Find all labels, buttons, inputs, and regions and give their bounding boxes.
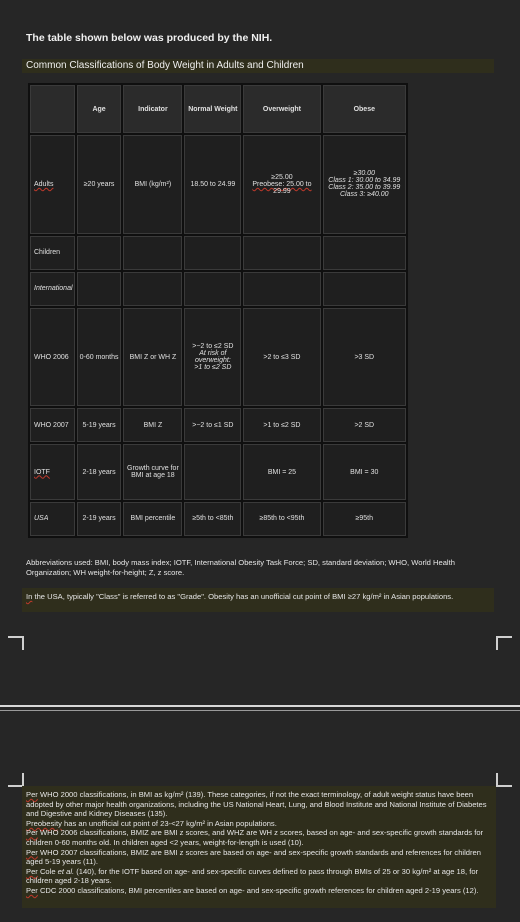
page-break-divider-shadow <box>0 710 520 711</box>
footnote-who2006: Per WHO 2006 classifications, BMIZ are BMI z scores, and WHZ are WH z scores, based on age- and sex-specific growth standards for children 0-60 months old. In children aged <2 years, weight-for-length is used (10). <box>26 828 484 847</box>
classification-table <box>28 83 408 538</box>
cell-empty <box>123 236 182 270</box>
cell-overweight: >1 to ≤2 SD <box>243 408 320 442</box>
cell-normal: 18.50 to 24.99 <box>184 135 241 234</box>
crop-corner-top-right-icon <box>496 636 512 650</box>
cell-overweight: BMI = 25 <box>243 444 320 500</box>
row-label-iotf: IOTF <box>30 444 75 500</box>
table-row-iotf <box>30 444 406 500</box>
header-overweight: Overweight <box>243 85 320 133</box>
cell-normal: >−2 to ≤2 SD At risk of overweight: >1 to ≤2 SD <box>184 308 241 407</box>
cell-indicator: BMI Z or WH Z <box>123 308 182 407</box>
usa-note: In the USA, typically "Class" is referred to as "Grade". Obesity has an unofficial cut point of BMI ≥27 kg/m² in Asian populations. <box>22 588 494 612</box>
row-label-international: International <box>30 272 75 306</box>
cell-empty <box>77 236 122 270</box>
crop-corner-bottom-left-icon <box>8 773 24 787</box>
cell-empty <box>243 236 320 270</box>
crop-corner-bottom-right-icon <box>496 773 512 787</box>
row-label-who2007: WHO 2007 <box>30 408 75 442</box>
table-row-usa <box>30 502 406 536</box>
row-label-who2006: WHO 2006 <box>30 308 75 407</box>
cell-overweight: ≥25.00 Preobese: 25.00 to 29.99 <box>243 135 320 234</box>
header-indicator: Indicator <box>123 85 182 133</box>
cell-empty <box>123 272 182 306</box>
cell-normal <box>184 444 241 500</box>
cell-normal: ≥5th to <85th <box>184 502 241 536</box>
cell-obese: >2 SD <box>323 408 406 442</box>
cell-empty <box>323 272 406 306</box>
cell-indicator: BMI percentile <box>123 502 182 536</box>
cell-age: 5-19 years <box>77 408 122 442</box>
page-break-divider <box>0 705 520 707</box>
cell-obese: ≥30.00 Class 1: 30.00 to 34.99 Class 2: 35.00 to 39.99 Class 3: ≥40.00 <box>323 135 406 234</box>
cell-age: ≥20 years <box>77 135 122 234</box>
header-age: Age <box>77 85 122 133</box>
cell-obese: BMI = 30 <box>323 444 406 500</box>
cell-age: 2-19 years <box>77 502 122 536</box>
table-title: Common Classifications of Body Weight in Adults and Children <box>22 59 494 73</box>
cell-empty <box>77 272 122 306</box>
cell-indicator: Growth curve for BMI at age 18 <box>123 444 182 500</box>
abbreviations-note: Abbreviations used: BMI, body mass index; IOTF, International Obesity Task Force; SD, standard deviation; WHO, World Health Organization; WH weight-for-height; Z, z score. <box>26 558 455 577</box>
table-row-adults <box>30 135 406 234</box>
cell-overweight: ≥85th to <95th <box>243 502 320 536</box>
cell-normal: >−2 to ≤1 SD <box>184 408 241 442</box>
table-row-children <box>30 236 406 270</box>
cell-empty <box>184 236 241 270</box>
footnotes <box>22 786 496 908</box>
crop-corner-top-left-icon <box>8 636 24 650</box>
row-label-children: Children <box>30 236 75 270</box>
header-cell-blank <box>30 85 75 133</box>
row-label-adults: Adults <box>30 135 75 234</box>
classification-table-container <box>28 83 408 538</box>
cell-age: 2-18 years <box>77 444 122 500</box>
cell-obese: ≥95th <box>323 502 406 536</box>
cell-empty <box>323 236 406 270</box>
header-normal-weight: Normal Weight <box>184 85 241 133</box>
footnote-cdc2000: Per CDC 2000 classifications, BMI percentiles are based on age- and sex-specific growth references for children aged 2-19 years (12). <box>26 885 479 895</box>
table-row-who2007 <box>30 408 406 442</box>
cell-empty <box>243 272 320 306</box>
cell-indicator: BMI (kg/m²) <box>123 135 182 234</box>
footnote-who2000: Per WHO 2000 classifications, in BMI as kg/m² (139). These categories, if not the exact terminology, of adult weight status have been adopted by other major health organizations, including the US National Heart, Lung, and Blood Institute and National Institute of Diabetes and Digestive and Kidney Diseases (135). <box>26 790 487 819</box>
cell-age: 0-60 months <box>77 308 122 407</box>
intro-text: The table shown below was produced by the NIH. <box>26 32 273 44</box>
row-label-usa: USA <box>30 502 75 536</box>
header-obese: Obese <box>323 85 406 133</box>
cell-overweight: >2 to ≤3 SD <box>243 308 320 407</box>
footnote-iotf: Per Cole et al. (140), for the IOTF based on age- and sex-specific curves defined to pass through BMIs of 25 or 30 kg/m² at age 18, for children aged 2-18 years. <box>26 866 479 886</box>
cell-empty <box>184 272 241 306</box>
header-row <box>30 85 406 133</box>
footnote-who2007: Per WHO 2007 classifications, BMIZ are BMI z scores are based on age- and sex-specific growth standards and references for children aged 5-19 years (11). <box>26 847 481 867</box>
cell-indicator: BMI Z <box>123 408 182 442</box>
cell-obese: >3 SD <box>323 308 406 407</box>
table-row-international <box>30 272 406 306</box>
table-row-who2006 <box>30 308 406 407</box>
footnote-preobesity: Preobesity has an unofficial cut point of 23-<27 kg/m² in Asian populations. <box>26 818 277 828</box>
